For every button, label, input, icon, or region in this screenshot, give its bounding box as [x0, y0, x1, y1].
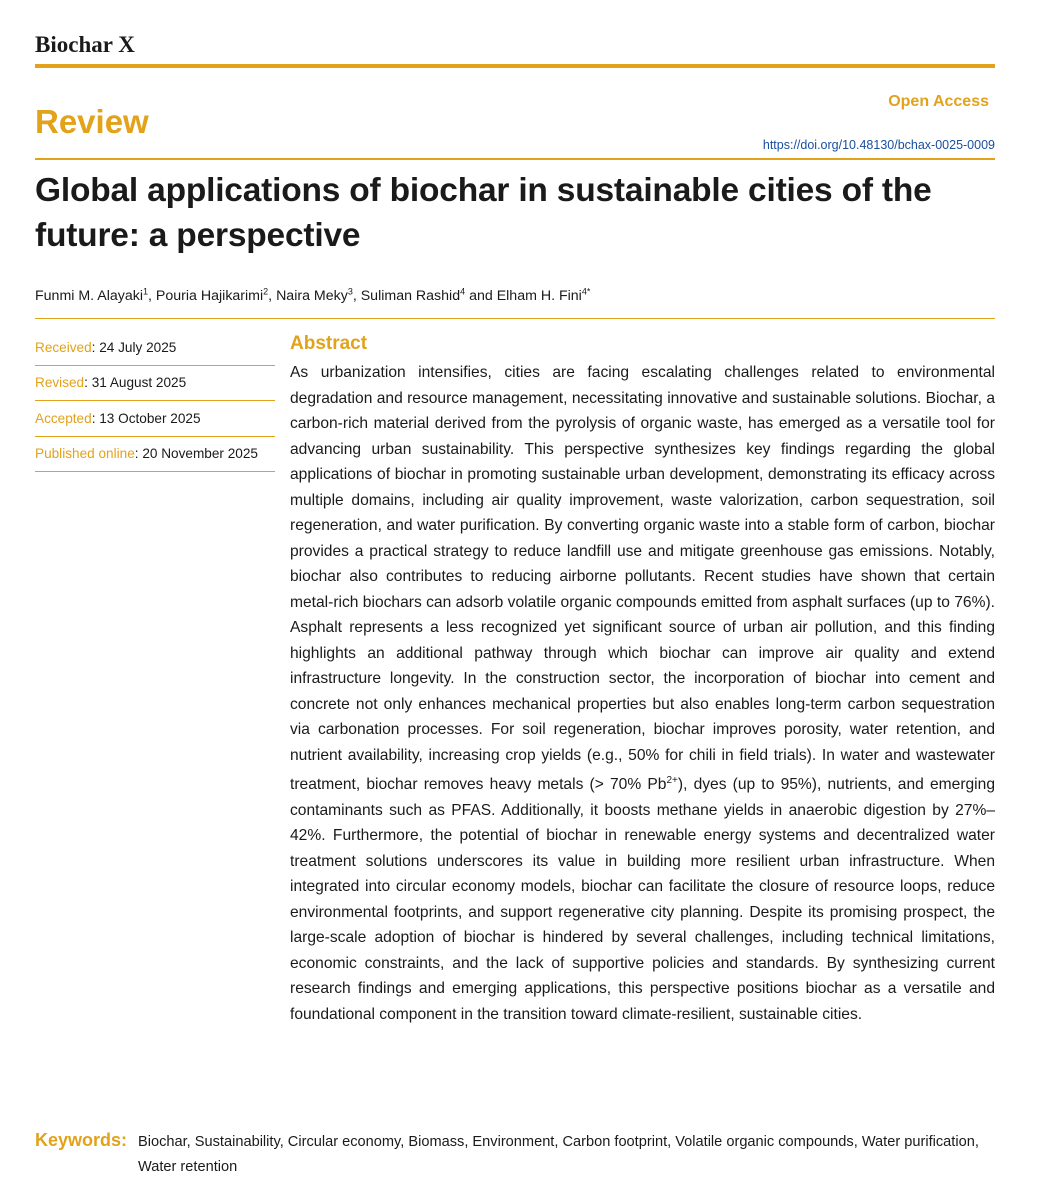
history-separator: :	[91, 339, 100, 355]
author-separator: ,	[268, 288, 277, 304]
author-separator: ,	[148, 288, 156, 304]
author-affiliation: 4*	[581, 286, 591, 297]
history-revised	[35, 366, 275, 402]
author-connector: and	[469, 288, 493, 304]
history-date: 13 October 2025	[99, 410, 201, 426]
history-separator: :	[84, 375, 92, 391]
history-date: 20 November 2025	[142, 446, 258, 462]
author-name[interactable]: Elham H. Fini	[496, 288, 582, 304]
header-rule	[35, 64, 995, 68]
journal-name: Biochar X	[35, 32, 135, 57]
author-affiliation: 2	[263, 286, 269, 297]
author-name[interactable]: Funmi M. Alayaki	[35, 288, 144, 304]
open-access-label: Open Access	[888, 93, 989, 110]
history-label: Published online	[35, 446, 135, 462]
history-date: 31 August 2025	[91, 375, 187, 391]
history-separator: :	[91, 410, 100, 426]
history-accepted	[35, 401, 275, 437]
title-rule	[35, 158, 995, 160]
keywords-label: Keywords:	[35, 1130, 128, 1150]
history-separator: :	[134, 446, 143, 462]
abstract-text-part: As urbanization intensifies, cities are facing escalating challenges related to environmental degradation and resource management, necessitating innovative and sustainable solutions. Biochar, a carbon-rich material derived from the pyrolysis of organic waste, has emerged as a versatile tool for advancing urban sustainability. This perspective synthesizes key findings regarding the global applications of biochar in promoting sustainable urban development, demonstrating its efficacy across multiple domains, including air quality improvement, waste valorization, carbon sequestration, soil regeneration, and water purification. By converting organic waste into a stable form of carbon, biochar provides a practical strategy to reduce landfill use and mitigate greenhouse gas emissions. Notably, biochar also contributes to reducing airborne pollutants. Recent studies have shown that certain metal-rich biochars can adsorb volatile organic compounds emitted from asphalt surfaces (up to 76%). Asphalt represents a less recognized yet significant source of urban air pollution, and this finding highlights an additional pathway through which biochar can improve air quality and extend infrastructure longevity. In the construction sector, the incorporation of biochar into cement and concrete not only enhances mechanical properties but also enables long-term carbon sequestration via carbonation processes. For soil regeneration, biochar improves porosity, water retention, and nutrient availability, increasing crop yields (e.g., 50% for chili in field trials). In water and wastewater treatment, biochar removes heavy metals (> 70% Pb	[290, 364, 995, 794]
abstract-text-part: ), dyes (up to 95%), nutrients, and emerging contaminants such as PFAS. Additionally, it boosts methane yields in anaerobic digestion by 27%–42%. Furthermore, the potential of biochar in renewable energy systems and decentralized water treatment solutions underscores its value in building more resilient urban infrastructure. When integrated into circular economy models, biochar can facilitate the closure of resource loops, reduce environmental footprints, and support regenerative city planning. Despite its promising prospect, the large-scale adoption of biochar is hindered by several challenges, including technical limitations, economic constraints, and the lack of supportive policies and standards. By synthesizing current research findings and emerging applications, this perspective positions biochar as a versatile and foundational component in the transition toward climate-resilient, sustainable cities.	[290, 776, 995, 1023]
author-affiliation: 1	[143, 286, 149, 297]
keywords-section	[35, 1128, 995, 1180]
author-name[interactable]: Suliman Rashid	[360, 288, 461, 304]
history-published	[35, 437, 275, 473]
author-name[interactable]: Naira Meky	[276, 288, 348, 304]
abstract-superscript: 2+	[666, 775, 678, 786]
history-label: Accepted	[35, 410, 92, 426]
history-label: Revised	[35, 375, 85, 391]
history-date: 24 July 2025	[99, 339, 177, 355]
author-separator: ,	[352, 288, 361, 304]
doi-link[interactable]: https://doi.org/10.48130/bchax-0025-0009	[762, 138, 995, 152]
abstract-text	[290, 360, 995, 1027]
abstract-section	[290, 332, 995, 1027]
article-history	[35, 330, 275, 472]
author-affiliation: 3	[347, 286, 353, 297]
keywords-list: Biochar, Sustainability, Circular economy, Biomass, Environment, Carbon footprint, Volatile organic compounds, Water purification, Water retention	[138, 1134, 979, 1175]
author-affiliation: 4	[460, 286, 466, 297]
history-label: Received	[35, 339, 92, 355]
author-name[interactable]: Pouria Hajikarimi	[155, 288, 264, 304]
article-title: Global applications of biochar in sustainable cities of the future: a perspective	[35, 172, 932, 254]
article-type: Review	[35, 103, 149, 140]
abstract-heading: Abstract	[290, 333, 368, 354]
history-received	[35, 330, 275, 366]
author-list	[35, 288, 590, 304]
authors-rule	[35, 318, 995, 319]
